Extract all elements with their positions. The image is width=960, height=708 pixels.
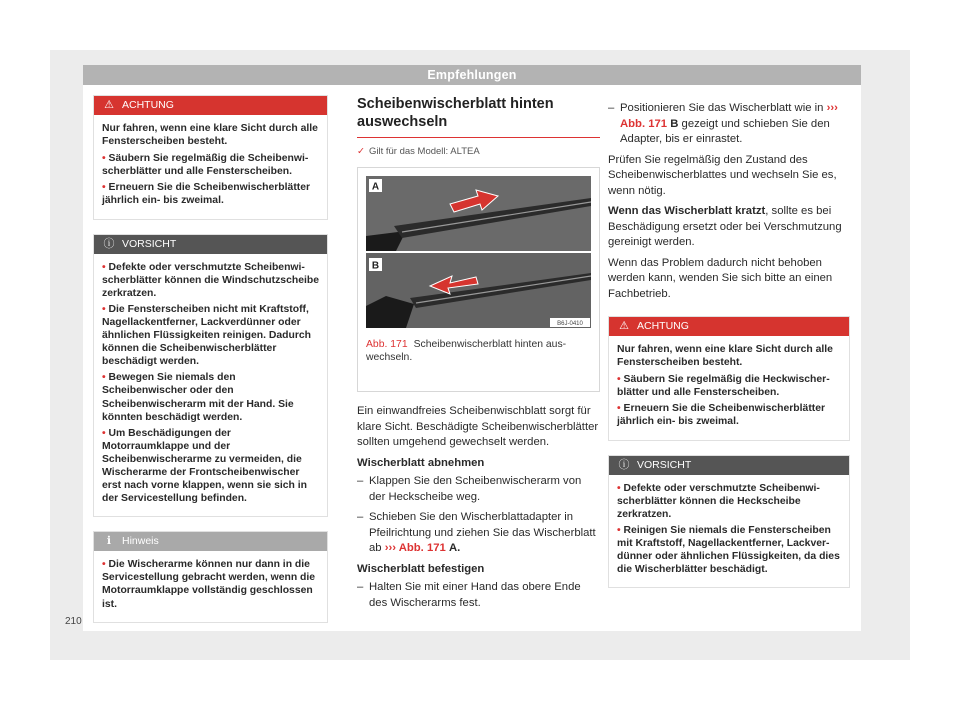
column-left: [93, 95, 328, 623]
caution-bullet: • Reinigen Sie niemals die Fensterscheiben mit Kraftstoff, Nagellackentferner, Lackverdünner oder ähnlichen Flüssigkeiten, da dies die Wischerblätter beschädigt.: [617, 524, 840, 576]
figure-label-b: B: [371, 260, 380, 272]
figure-label-a: A: [371, 181, 380, 193]
warning-triangle-icon: ⚠: [619, 320, 629, 332]
info-icon: ℹ: [106, 535, 112, 548]
caution-body: [94, 254, 327, 517]
wiper-blade-illustration: [366, 176, 591, 328]
page-number: 210: [65, 616, 82, 627]
note-title: Hinweis: [122, 535, 159, 548]
paragraph: Prüfen Sie regelmäßig den Zustand des Scheibenwischerblattes und wechseln Sie es, wenn nötig.: [608, 153, 837, 197]
warning-intro: Nur fahren, wenn eine klare Sicht durch alle Fensterscheiben besteht.: [617, 344, 833, 369]
caution-box-header: [94, 235, 327, 254]
remove-heading: Wischerblatt abnehmen: [357, 456, 485, 469]
bullet-icon: •: [102, 182, 106, 194]
caution-body: [609, 475, 849, 588]
caution-box: [93, 234, 328, 518]
caution-bullet: • Bewegen Sie niemals den Scheibenwischer oder den Scheibenwischerarm mit der Hand. Sie könnten beschädigt werden.: [102, 372, 294, 423]
warning-bullet: • Erneuern Sie die Scheibenwischerblätter jährlich ein- bis zweimal.: [102, 182, 311, 207]
caution-bullet: • Die Fensterscheiben nicht mit Kraftstoff, Nagellackentferner, Lackverdünner oder ähnlichen Flüssigkeiten reinigen. Dadurch können die Scheibenwischerblätter beschädigt werden.: [102, 303, 312, 368]
caution-bullet: • Defekte oder verschmutzte Scheibenwischerblätter können die Windschutzscheibe zerkratzen.: [102, 261, 320, 299]
figure-code: B6J-0410: [557, 321, 583, 327]
paragraph: Wenn das Problem dadurch nicht behoben werden kann, wenden Sie sich bitte an einen Fachbetrieb.: [608, 256, 833, 300]
step-item: – Halten Sie mit einer Hand das obere Ende des Wischerarms fest.: [357, 581, 581, 609]
warning-box-header: [94, 96, 327, 115]
warning-title: ACHTUNG: [122, 99, 174, 111]
validity-note: ✓ Gilt für das Modell: ALTEA: [357, 146, 480, 157]
warning-body: [609, 336, 849, 440]
figure-caption: Abb. 171 Scheibenwischerblatt hinten auswechseln.: [366, 339, 567, 363]
step-item: – Klappen Sie den Scheibenwischerarm von der Heckscheibe weg.: [357, 475, 582, 503]
paragraph: Wenn das Wischerblatt kratzt, sollte es bei Beschädigung ersetzt oder bei Verschmutzung gereinigt werden.: [608, 205, 842, 248]
figure-ref: Abb. 171: [366, 339, 408, 350]
warning-body: [94, 115, 327, 219]
caution-bullet: • Defekte oder verschmutzte Scheibenwischerblätter können die Heckscheibe zerkratzen.: [617, 482, 820, 520]
section-header: Empfehlungen: [83, 65, 861, 85]
caution-box-header: [609, 456, 849, 475]
instructions-continued: [608, 101, 850, 302]
warning-bullet: • Säubern Sie regelmäßig die Scheibenwischerblätter und alle Fensterscheiben.: [102, 153, 309, 178]
warning-bullet: • Säubern Sie regelmäßig die Heckwischerblätter und alle Fensterscheiben.: [617, 374, 830, 399]
note-box-header: [94, 532, 327, 551]
section-title: Scheibenwischerblatt hinten auswechseln: [357, 95, 600, 138]
attach-heading: Wischerblatt befestigen: [357, 562, 485, 575]
caution-box: [608, 455, 850, 589]
intro-paragraph: Ein einwandfreies Scheibenwischblatt sorgt für klare Sicht. Beschädigte Scheibenwischerblätter sollten umgehend gewechselt werden.: [357, 405, 599, 448]
caution-title: VORSICHT: [122, 237, 177, 250]
exclamation-circle-icon: ⓘ: [618, 458, 630, 471]
manual-page: [65, 65, 861, 631]
note-bullet: • Die Wischerarme können nur dann in die Servicestellung gebracht werden, wenn die Motorraumklappe vollständig geschlossen ist.: [102, 559, 316, 610]
figure-link[interactable]: ››› Abb. 171: [384, 542, 446, 554]
instructions: [357, 404, 600, 611]
check-icon: ✓: [357, 146, 365, 157]
bullet-icon: •: [102, 153, 106, 165]
step-item: – Positionieren Sie das Wischerblatt wie in ››› Abb. 171 B gezeigt und schieben Sie den Adapter, bis er einrastet.: [608, 102, 838, 145]
column-middle: [357, 95, 600, 616]
exclamation-circle-icon: ⓘ: [103, 237, 115, 250]
figure-171: [357, 167, 600, 392]
warning-box: [608, 316, 850, 441]
caution-bullet: • Um Beschädigungen der Motorraumklappe und der Scheibenwischerarme zu vermeiden, die Wischerarme der Frontscheibenwischer erst nach vorne klappen, wenn sie sich in der Servicestellung befinden.: [102, 427, 307, 505]
warning-title: ACHTUNG: [637, 320, 689, 332]
warning-bullet: • Erneuern Sie die Scheibenwischerblätter jährlich ein- bis zweimal.: [617, 403, 826, 428]
warning-box-header: [609, 317, 849, 336]
note-body: [94, 551, 327, 621]
figure-link[interactable]: ››› Abb. 171: [620, 102, 838, 130]
warning-triangle-icon: ⚠: [104, 99, 114, 111]
warning-intro: Nur fahren, wenn eine klare Sicht durch alle Fensterscheiben besteht.: [102, 123, 318, 148]
caution-title: VORSICHT: [637, 458, 692, 471]
column-right: [608, 101, 850, 588]
warning-box: [93, 95, 328, 220]
note-box: [93, 531, 328, 622]
step-item: – Schieben Sie den Wischerblattadapter in Pfeilrichtung und ziehen Sie das Wischerblatt ab ››› Abb. 171 A.: [357, 511, 596, 554]
